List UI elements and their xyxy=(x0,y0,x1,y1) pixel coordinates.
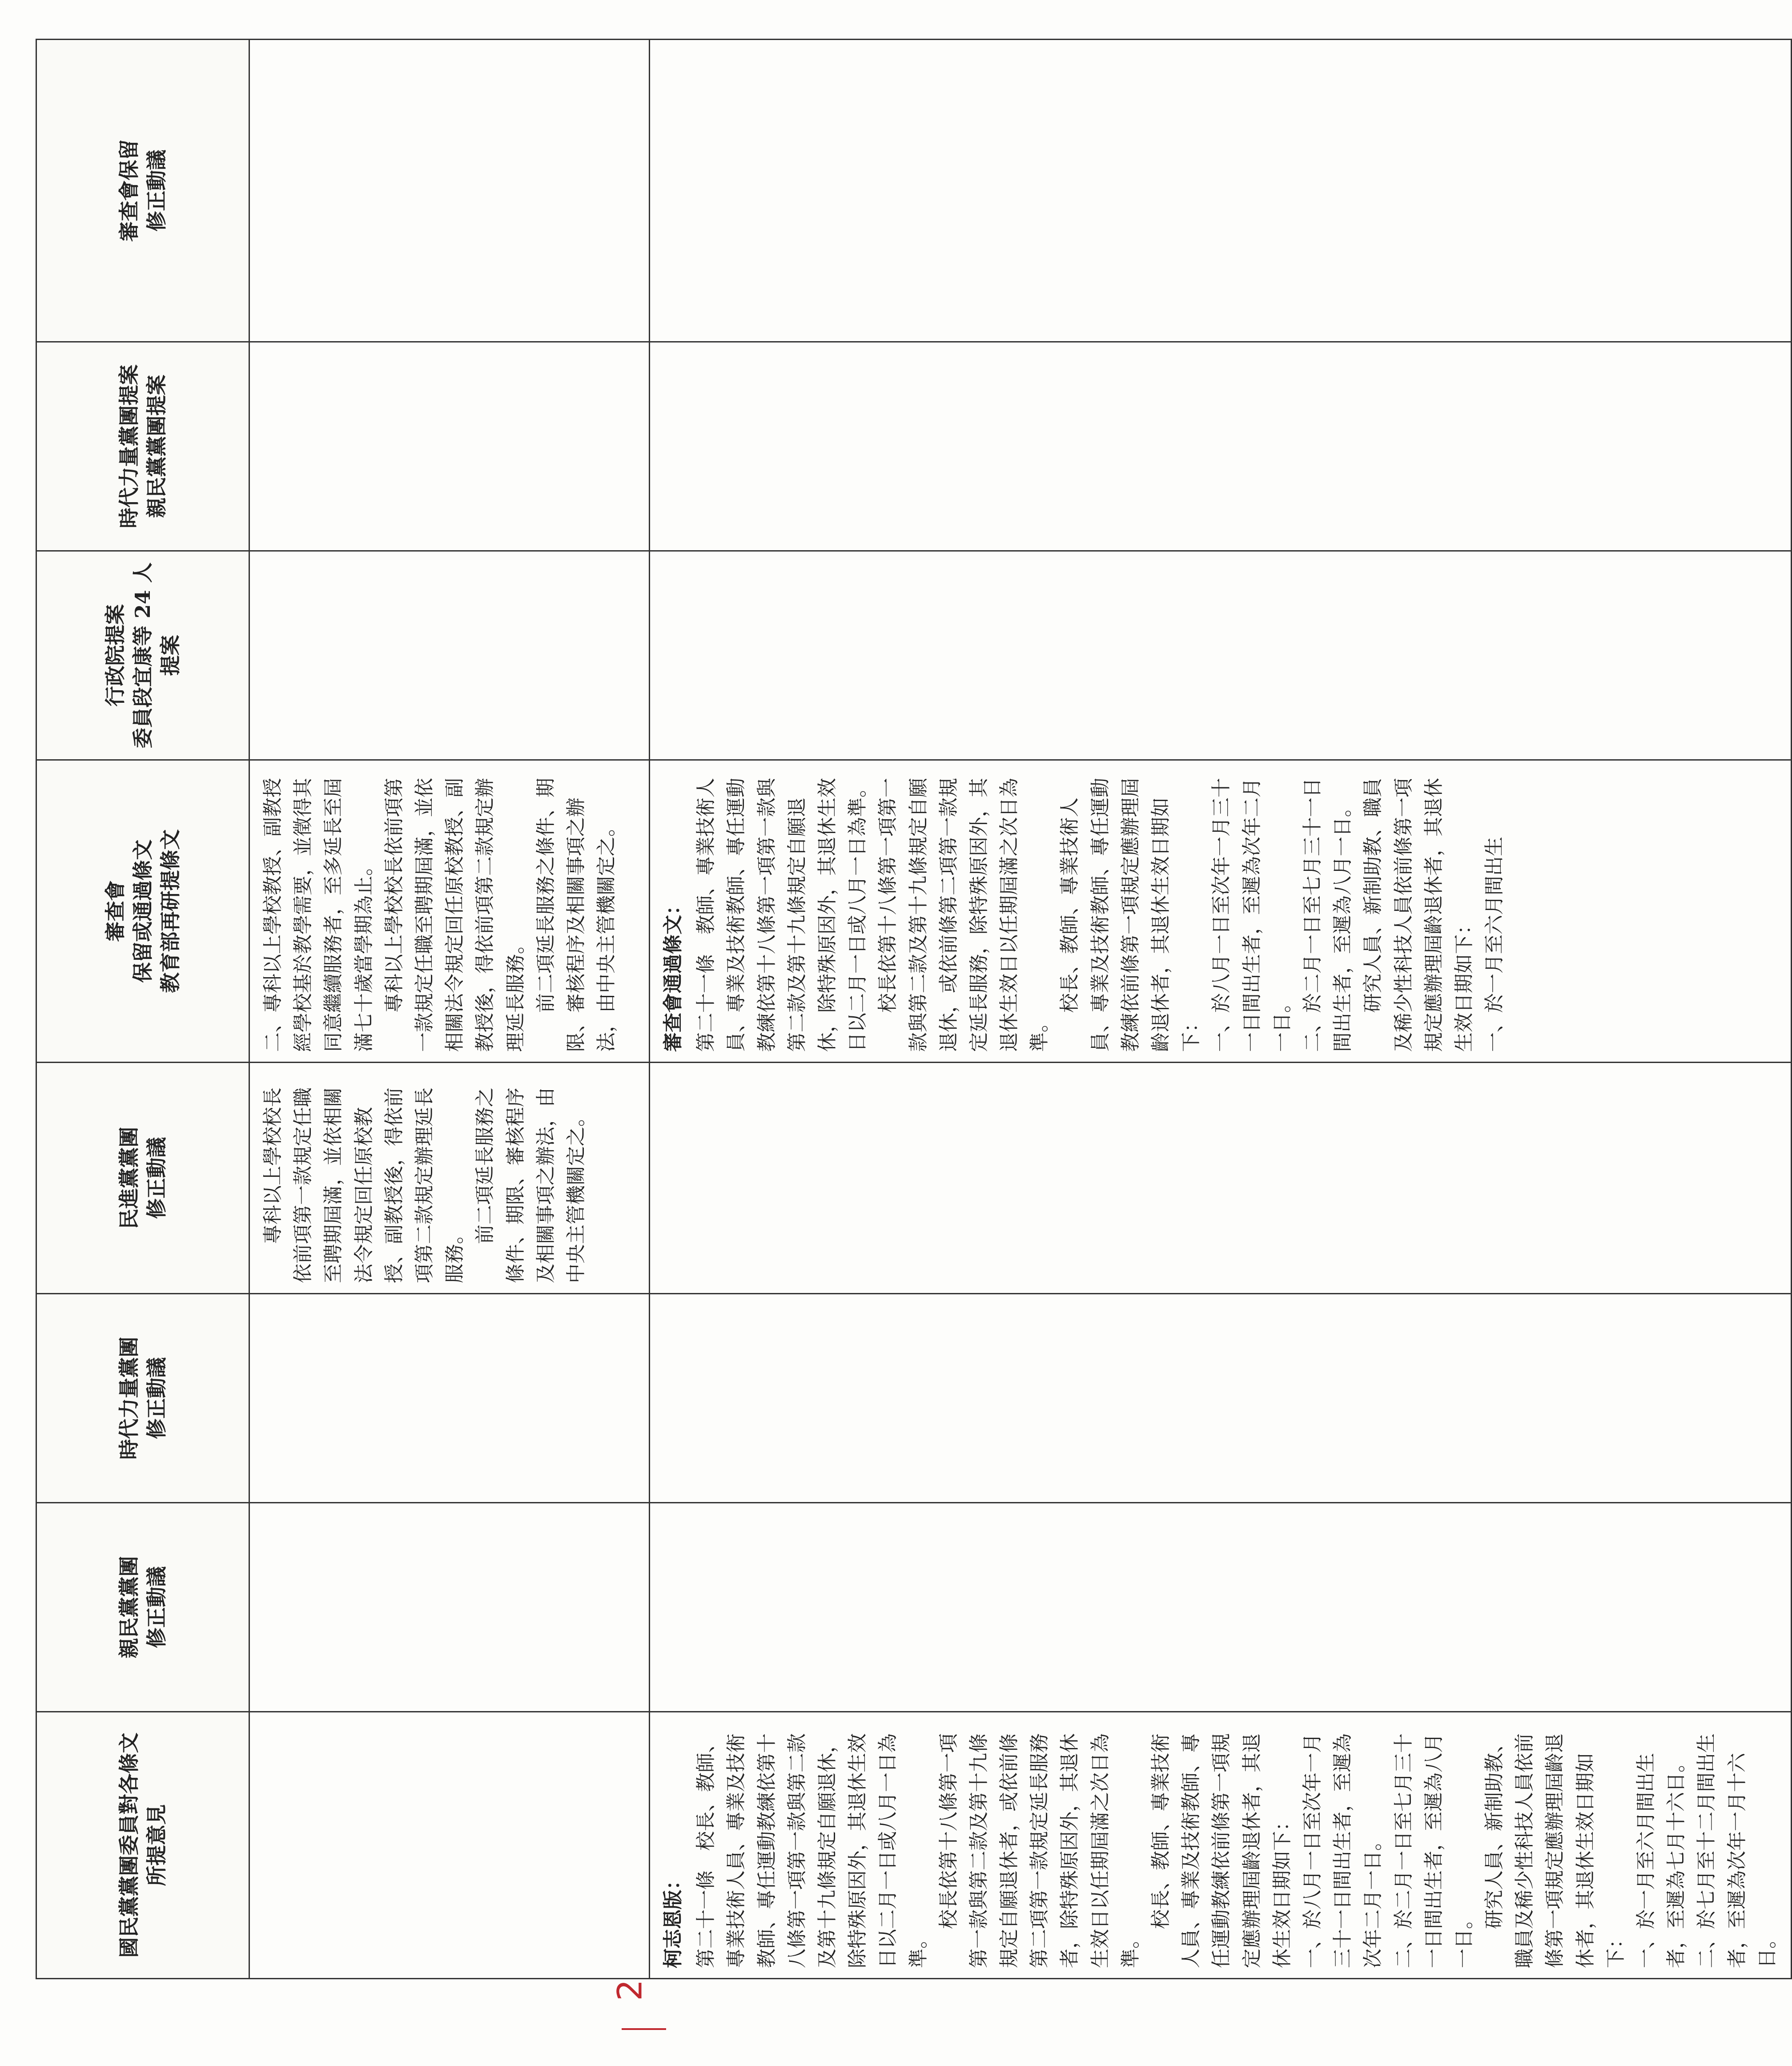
header-reserved-motion: 審查會保留 修正動議 xyxy=(36,40,249,342)
table-row xyxy=(650,40,1792,1979)
cell-review-article21 xyxy=(650,760,1792,1063)
header-pfp-motion: 親民黨黨團 修正動議 xyxy=(36,1503,249,1712)
cell-pfp xyxy=(249,1503,650,1712)
header-dpp-motion: 民進黨黨團 修正動議 xyxy=(36,1063,249,1294)
cell-npp-pfp xyxy=(249,342,650,551)
header-row xyxy=(36,40,249,1979)
kmt-version-title: 柯志恩版： xyxy=(662,1870,684,1968)
page-number-underline xyxy=(622,2028,666,2030)
cell-npp-article21 xyxy=(650,1294,1792,1503)
rotated-page xyxy=(36,40,1779,1979)
kmt-article-text: 第二十一條 校長、教師、專業技術人員、專業及技術教師、專任運動教練依第十八條第一項第一款與第二款及第十九條規定自願退休，除特殊原因外，其退休生效日以二月一日或八月一日為準。 校長依第十八條第一項第一款與第二款及第十九條規定自願退休者，或依前條第二項第一款規定延長服務者，除特殊原因外，其退休生效日以任期屆滿之次日為準。 校長、教師、專業技術人員、專業及技術教師、專任運動教練依前條第一項規定應辦理屆齡退休者，其退休生效日期如下： 一、於八月一日至次年一月三十一日間出生者，至遲為次年二月一日。 二、於二月一日至七月三十一日間出生者，至遲為八月一日。 研究人員、新制助教、職員及稀少性科技人員依前條第一項規定應辦理屆齡退休者，其退休生效日期如下： 一、於一月至六月間出生者，至遲為七月十六日。 二、於七月至十二月間出生者，至遲為次年一月十六日。 xyxy=(695,1733,1779,1968)
header-kmt-opinions: 國民黨黨團委員對各條文 所提意見 xyxy=(36,1712,249,1979)
cell-kmt-article21 xyxy=(650,1712,1792,1979)
review-passed-title: 審查會通過條文： xyxy=(662,895,684,1052)
header-review-committee: 審查會 保留或通過條文 教育部再研提條文 xyxy=(36,760,249,1063)
cell-executive xyxy=(249,551,650,760)
cell-dpp-article21 xyxy=(650,1063,1792,1294)
comparison-table xyxy=(36,39,1792,1979)
cell-review: 二、專科以上學校教授、副教授經學校基於教學需要，並徵得其同意繼續服務者，至多延長至屆滿七十歲當學期為止。 專科以上學校校長依前項第一款規定任職至聘期屆滿，並依相關法令規定回任原校教授、副教授後，得依前項第二款規定辦理延長服務。 前二項延長服務之條件、期限、審核程序及相關事項之辦法，由中央主管機關定之。 xyxy=(249,760,650,1063)
page-number: 2 xyxy=(610,1979,650,2001)
cell-npp xyxy=(249,1294,650,1503)
review-article-text: 第二十一條 教師、專業技術人員、專業及技術教師、專任運動教練依第十八條第一項第一款與第二款及第十九條規定自願退休，除特殊原因外，其退休生效日以二月一日或八月一日為準。 校長依第十八條第一項第一款與第二款及第十九條規定自願退休，或依前條第二項第一款規定延長服務，除特殊原因外，其退休生效日以任期屆滿之次日為準。 校長、教師、專業技術人員、專業及技術教師、專任運動教練依前條第一項規定應辦理屆齡退休者，其退休生效日期如下： 一、於八月一日至次年一月三十一日間出生者，至遲為次年二月一日。 二、於二月一日至七月三十一日間出生者，至遲為八月一日。 研究人員、新制助教、職員及稀少性科技人員依前條第一項規定應辦理屆齡退休者，其退休生效日期如下： 一、於一月至六月間出生 xyxy=(695,778,1506,1052)
table-row xyxy=(249,40,650,1979)
header-executive-proposal: 行政院提案 委員段宜康等 24 人 提案 xyxy=(36,551,249,760)
cell-pfp-article21 xyxy=(650,1503,1792,1712)
cell-npp-pfp-article21 xyxy=(650,342,1792,551)
cell-kmt xyxy=(249,1712,650,1979)
header-npp-motion: 時代力量黨團 修正動議 xyxy=(36,1294,249,1503)
header-npp-pfp-proposal: 時代力量黨團提案 親民黨黨團提案 xyxy=(36,342,249,551)
cell-reserved-article21 xyxy=(650,40,1792,342)
cell-reserved xyxy=(249,40,650,342)
cell-dpp: 專科以上學校校長依前項第一款規定任職至聘期屆滿，並依相關法令規定回任原校教授、副教授後，得依前項第二款規定辦理延長服務。 前二項延長服務之條件、期限、審核程序及相關事項之辦法，由中央主管機關定之。 xyxy=(249,1063,650,1294)
cell-executive-article21 xyxy=(650,551,1792,760)
